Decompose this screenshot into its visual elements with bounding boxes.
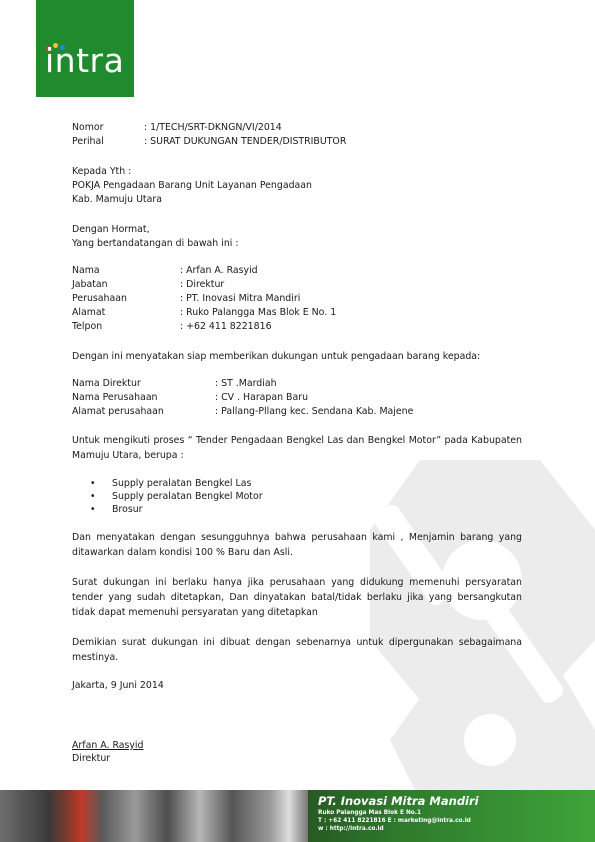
supported-label-company: Nama Perusahaan [72,392,158,403]
greeting-line-2: Yang bertandatangan di bawah ini : [72,238,239,249]
validity-paragraph: Surat dukungan ini berlaku hanya jika perusahaan yang didukung memenuhi persyaratan tender yang sudah ditetapkan, Dan dinyatakan batal/tidak berlaku jika yang bersangkutan tidak dapat memenuhi persyaratan yang ditetapkan [72,577,522,618]
support-intro: Dengan ini menyatakan siap memberikan dukungan untuk pengadaan barang kepada: [72,351,481,362]
nomor-value: : 1/TECH/SRT-DKNGN/VI/2014 [144,122,282,133]
nomor-label: Nomor [72,122,104,133]
recipient-line-3: Kab. Mamuju Utara [72,194,162,205]
footer-company-name: PT. Inovasi Mitra Mandiri [318,794,479,808]
signer-label-phone: Telpon [72,321,103,332]
list-item-text: Supply peralatan Bengkel Motor [112,491,263,502]
list-item-text: Brosur [112,504,143,515]
list-item-text: Supply peralatan Bengkel Las [112,478,252,489]
logo-text: intra [45,41,125,80]
bullet-icon: • [90,504,96,515]
signer-value-phone: : +62 411 8221816 [180,321,272,332]
footer-address: Ruko Palangga Mas Blok E No.1 [318,810,422,816]
recipient-line-1: Kepada Yth : [72,166,132,177]
signer-value-address: : Ruko Palangga Mas Blok E No. 1 [180,307,337,318]
closing-paragraph: Demikian surat dukungan ini dibuat dengan sebenarnya untuk dipergunakan sebagaimana mestinya. [72,637,522,663]
signature-name: Arfan A. Rasyid [72,740,144,751]
bullet-icon: • [90,491,96,502]
signature-title: Direktur [72,753,111,764]
supported-value-company: : CV . Harapan Baru [215,392,309,403]
signer-value-name: : Arfan A. Rasyid [180,265,258,276]
gear-watermark-icon [360,440,595,800]
greeting-line-1: Dengan Hormat, [72,224,150,235]
signer-value-position: : Direktur [180,279,225,290]
statement-paragraph: Dan menyatakan dengan sesungguhnya bahwa perusahaan kami , Menjamin barang yang ditawarkan dalam kondisi 100 % Baru dan Asli. [72,532,522,558]
footer-banner [0,790,595,842]
purpose-paragraph: Untuk mengikuti proses “ Tender Pengadaan Bengkel Las dan Bengkel Motor” pada Kabupaten Mamuju Utara, berupa : [72,435,522,461]
supported-label-address: Alamat perusahaan [72,406,164,417]
perihal-value: : SURAT DUKUNGAN TENDER/DISTRIBUTOR [144,136,347,147]
recipient-line-2: POKJA Pengadaan Barang Unit Layanan Pengadaan [72,180,312,191]
signer-label-position: Jabatan [72,279,108,290]
signer-label-company: Perusahaan [72,293,127,304]
supported-value-director: : ST .Mardiah [215,378,277,389]
signer-label-name: Nama [72,265,100,276]
signer-label-address: Alamat [72,307,106,318]
signer-value-company: : PT. Inovasi Mitra Mandiri [180,293,301,304]
company-logo [36,0,134,97]
place-date: Jakarta, 9 Juni 2014 [72,680,164,691]
bullet-icon: • [90,478,96,489]
footer-contact: T : +62 411 8221816 E : marketing@intra.co.id [318,818,471,824]
supported-value-address: : Pallang-Pllang kec. Sendana Kab. Majene [215,406,414,417]
perihal-label: Perihal [72,136,104,147]
footer-tools-photo [0,790,270,842]
supported-label-director: Nama Direktur [72,378,141,389]
footer-web: w : http://intra.co.id [318,826,384,832]
footer-metal-accent [270,790,308,842]
